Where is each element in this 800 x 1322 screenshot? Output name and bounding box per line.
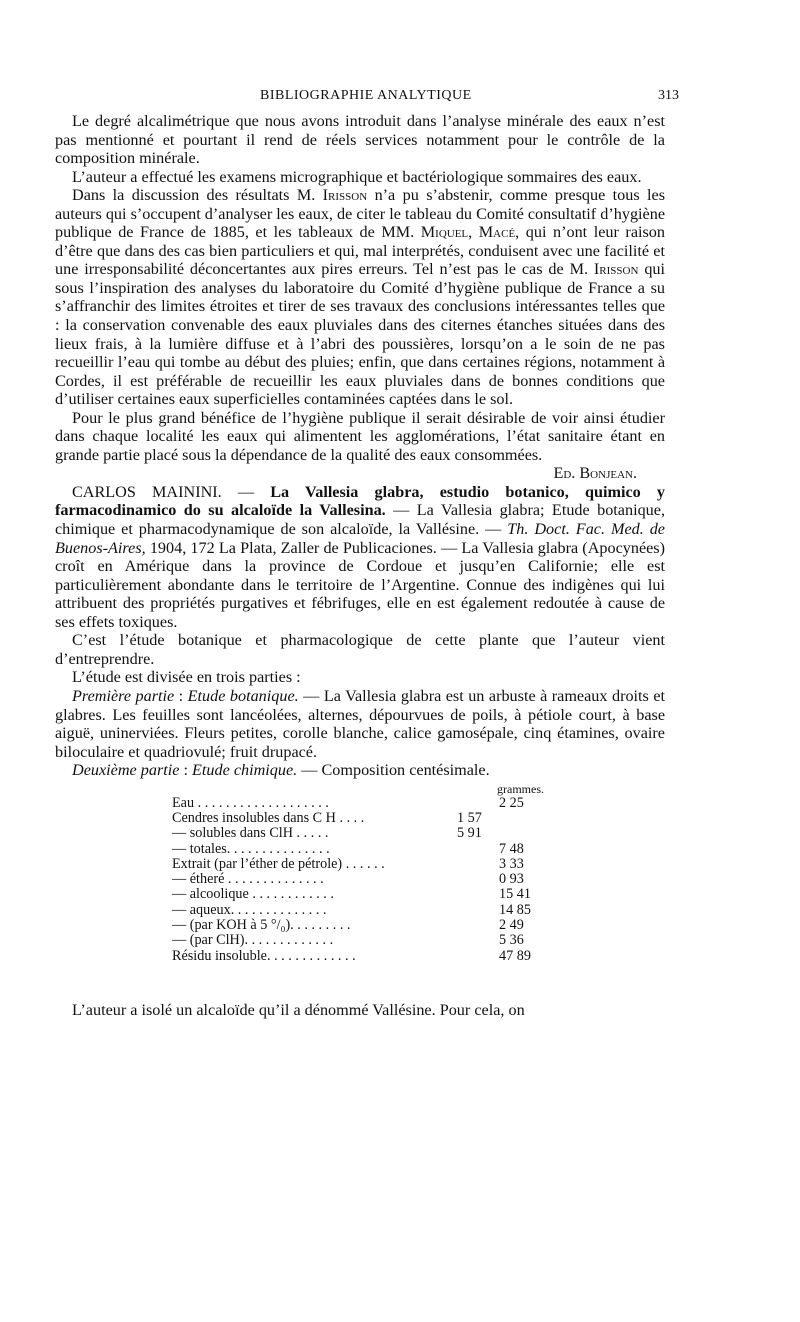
table-row: Eau . . . . . . . . . . . . . . . . . . . 2 25 — [172, 794, 524, 811]
page-number: 313 — [658, 88, 679, 103]
reviewer-signature: Ed. Bonjean. — [553, 464, 637, 483]
running-title: BIBLIOGRAPHIE ANALYTIQUE — [260, 88, 472, 103]
signature-line — [55, 464, 665, 483]
paragraph-part-two: Deuxième partie : Etude chimique. — Composition centésimale. — [72, 761, 490, 780]
table-row: — (par ClH). . . . . . . . . . . . . 5 36 — [172, 932, 524, 949]
table-row: — totales. . . . . . . . . . . . . . . 7 48 — [172, 840, 524, 857]
paragraph-alkalimetry: Le degré alcalimétrique que nous avons introduit dans l’analyse minérale des eaux n’est pas mentionné et pourtant il rend de réels services notamment pour le contrôle de la composition minérale. — [55, 112, 665, 168]
paragraph-parts: L’étude est divisée en trois parties : — [72, 668, 301, 687]
table-row: Cendres insolubles dans C H . . . . 1 57 — [172, 809, 482, 826]
body-text — [55, 112, 665, 780]
composition-table — [55, 782, 665, 998]
review-author: CARLOS MAININI. — [72, 482, 222, 501]
paragraph-benefit: Pour le plus grand bénéfice de l’hygiène publique il serait désirable de voir ainsi étudier dans chaque localité les eaux qui alimentent les agglomérations, l’état sanitaire étant en grande partie placé sous la dépendance de la qualité des eaux consommées. — [55, 408, 665, 464]
paragraph-discussion: Dans la discussion des résultats M. Irisson n’a pu s’abstenir, comme presque tous les auteurs qui s’occupent d’analyser les eaux, de citer le tableau du Comité consultatif d’hygiène publique de France de 1885, et les tableaux de MM. Miquel, Macé, qui n’ont leur raison d’être que dans des cas bien particuliers et qui, mal interprétés, conduisent avec une facilité et une irresponsabilité déconcertantes aux pires erreurs. Tel n’est pas le cas de M. Irisson qui sous l’inspiration des analyses du laboratoire du Comité d’hygiène publique de France a su s’affranchir des limites étroites et tirer de ses travaux des conclusions intéressantes telles que : la conservation convenable des eaux pluviales dans des citernes étanches situées dans des lieux frais, à la lumière diffuse et à l’abri des poussières, lorsqu’on a le soin de ne pas recueillir l’eau qui tombe au début des pluies; enfin, que dans certaines régions, notamment à Cordes, il est préférable de recueillir les eaux pluviales dans de bonnes conditions que d’utiliser certaines eaux superficielles contaminées captées dans le sol. — [55, 186, 666, 409]
table-row: — solubles dans ClH . . . . . 5 91 — [172, 825, 482, 842]
table-row: — (par KOH à 5 °/₀). . . . . . . . . 2 49 — [172, 917, 524, 934]
paragraph-part-one: Première partie : Etude botanique. — La Vallesia glabra est un arbuste à rameaux droits et glabres. Les feuilles sont lancéolées, alternes, dépourvues de poils, à pétiole court, à base aiguë, uninerviées. Fleurs petites, corolle blanche, calice gamosépale, cinq étamines, ovaire biloculaire et quadriovulé; fruit drupacé. — [55, 686, 666, 761]
table-row: — étheré . . . . . . . . . . . . . . 0 93 — [172, 871, 524, 888]
table-row: — alcoolique . . . . . . . . . . . . 15 41 — [172, 886, 531, 903]
author-name: Miquel — [420, 223, 469, 242]
author-name: Macé — [478, 223, 516, 242]
review-source: Th. Doct. Fac. Med. de Buenos-Aires, — [55, 520, 665, 557]
paragraph-alkaloid: L’auteur a isolé un alcaloïde qu’il a dénommé Vallésine. Pour cela, on — [72, 1000, 525, 1019]
paragraph-study: C’est l’étude botanique et pharmacologique de cette plante que l’auteur vient d’entreprendre. — [55, 631, 665, 668]
review-entry: CARLOS MAININI. — La Vallesia glabra, estudio botanico, quimico y farmacodinamico do su alcaloïde la Vallesina. — La Vallesia glabra; Etude botanique, chimique et pharmacodynamique de son alcaloïde, la Vallésine. — Th. Doct. Fac. Med. de Buenos-Aires, 1904, 172 La Plata, Zaller de Publicaciones. — La Vallesia glabra (Apocynées) croît en Amérique dans la province de Cordoue et jusqu’en Californie; elle est particulièrement abondante dans le territoire de l’Argentine. Connue des indigènes qui lui attribuent des propriétés purgatives et fébrifuges, elle en est également redoutée à cause de ses effets toxiques. — [55, 482, 665, 631]
page-header — [55, 88, 679, 112]
table-row: Extrait (par l’éther de pétrole) . . . . . . 3 33 — [172, 855, 524, 872]
table-row: — aqueux. . . . . . . . . . . . . . 14 85 — [172, 901, 531, 918]
table-unit: grammes. — [497, 781, 544, 796]
table-row: Résidu insoluble. . . . . . . . . . . . . 47 89 — [172, 947, 531, 964]
review-title: La Vallesia glabra, estudio botanico, quimico y farmacodinamico do su alcaloïde la Vallesina. — [55, 482, 665, 520]
table-rows — [172, 796, 572, 964]
document-page — [55, 88, 679, 1019]
paragraph-exams: L’auteur a effectué les examens micrographique et bactériologique sommaires des eaux. — [72, 167, 642, 186]
author-name: Irisson — [322, 186, 368, 205]
author-name: Irisson — [593, 260, 639, 279]
closing-text — [55, 1001, 665, 1020]
